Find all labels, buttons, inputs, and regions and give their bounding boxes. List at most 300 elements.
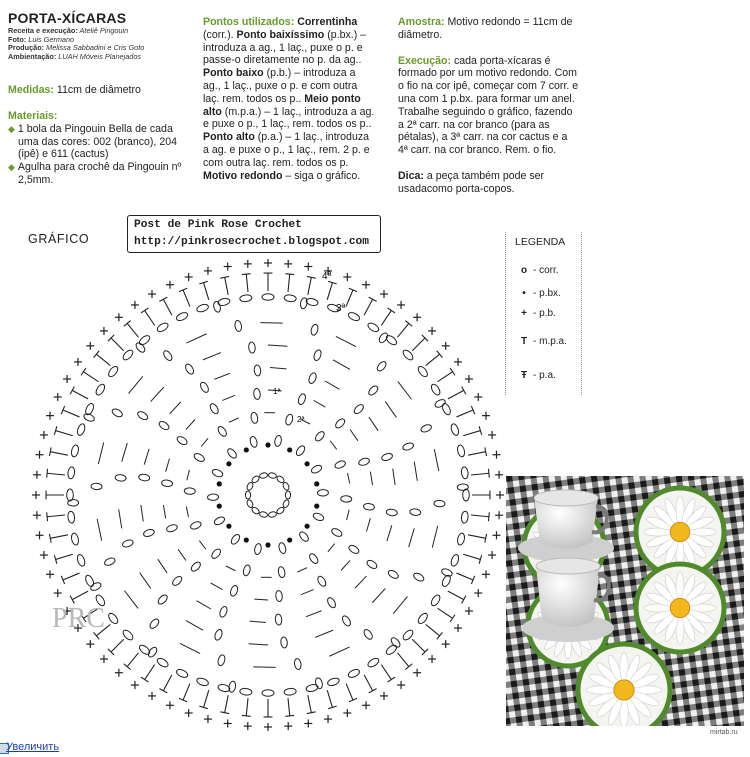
chain-stitch-mark [341,495,352,502]
double-crochet-mark [127,323,138,337]
double-crochet-mark [70,386,74,394]
chain-stitch-mark [456,532,465,545]
chain-stitch-mark [190,560,202,572]
post-title: Post de Pink Rose Crochet [134,219,302,231]
double-crochet-mark [72,591,88,599]
chain-stitch-mark [209,402,220,415]
stitch-mark [222,395,235,400]
chain-stitch-mark [284,688,297,696]
bullet-icon: ◆ [8,123,15,134]
double-crochet-mark [124,321,131,327]
chain-stitch-mark [70,532,79,545]
chain-stitch-mark [213,301,222,313]
credit-value: Ateliê Pingouin [79,26,129,35]
double-crochet-mark [288,698,290,716]
stitch-mark [325,381,339,389]
chain-stitch-mark [312,512,325,522]
stitch-mark [119,509,122,528]
double-crochet-mark [159,297,167,301]
double-crochet-mark [426,624,440,635]
double-crochet-mark [56,431,73,436]
site-watermark: mirtab.ru [710,729,738,736]
double-crochet-mark [437,632,443,639]
pontos-segment: (p.b.) – introduza a ag., 1 laç., puxe o p. e com outra laç. rem. todos os p.. [203,67,358,105]
chain-stitch-mark [76,554,86,568]
double-crochet-mark [141,308,148,313]
double-crochet-mark [327,690,332,707]
chain-stitch-mark [420,423,433,433]
chain-stitch-mark [298,530,310,543]
double-crochet-mark [163,299,171,315]
stitch-mark [398,382,412,400]
chain-stitch-mark [284,294,297,302]
execucao-value: cada porta-xícaras é formado por um motivo redondo. Com o fio na cor ipê, começar com 7 corr. e una com 1 p.bx. para formar um anel. Trabalhe seguindo o gráfico, fazendo a 2ª carr. na cor branco (para as pétalas), a 3ª carr. na cor cactus e a 4ª carr. na cor branco. Rem. o fio. [398,54,579,157]
chain-stitch-mark [285,413,294,425]
double-crochet-mark [388,308,395,313]
stitch-mark [268,345,287,346]
stitch-mark [249,644,268,645]
pontos-segment: (p.bx.) – introduza a ag., 1 laç., puxe o p. e passe-o diretamente no p. da ag.. [203,28,367,67]
double-crochet-mark [72,390,88,398]
chain-stitch-mark [327,677,341,687]
chain-stitch-mark [239,688,252,696]
chain-stitch-mark [234,320,242,332]
chain-stitch-mark [316,575,327,588]
chain-stitch-mark [156,321,170,333]
legend-item-hdc [515,336,567,347]
legend-label: - corr. [533,265,559,276]
chain-stitch-mark [158,420,171,431]
enlarge-link[interactable]: Увеличить [6,741,60,753]
coaster-photo [506,476,744,726]
chain-stitch-mark [402,442,414,452]
chain-stitch-mark [282,499,290,508]
recipe-title: PORTA-XÍCARAS [8,10,127,26]
chain-stitch-mark [430,383,442,397]
chain-stitch-mark [385,643,398,656]
chain-stitch-mark [367,384,379,396]
chain-stitch-mark [242,564,251,576]
stitch-mark [144,449,149,465]
double-crochet-mark [47,515,65,517]
double-crochet-mark [50,452,68,456]
double-crochet-mark [438,608,453,618]
chain-stitch-mark [294,658,302,670]
legend-item-slip [515,288,561,299]
double-crochet-mark [63,573,80,580]
double-crochet-mark [471,473,489,475]
row-label-2: 2ª [297,415,305,424]
double-crochet-mark [127,653,138,667]
chain-stitch-mark [122,539,134,549]
chain-stitch-mark [138,474,150,482]
stitch-mark [409,528,415,547]
chain-stitch-mark [314,430,326,442]
chain-stitch-mark [67,466,75,479]
stitch-mark [214,373,229,379]
chain-stitch-mark [253,388,261,400]
chain-stitch-mark [175,668,189,679]
double-crochet-mark [63,410,80,417]
chain-stitch-mark [94,383,106,397]
chain-stitch-mark [175,311,189,322]
stitch-mark [341,560,350,570]
double-crochet-mark [405,664,412,670]
double-crochet-mark [145,665,155,680]
stitch-mark [414,462,417,481]
row-label-1: 1ª [273,387,281,396]
chain-stitch-mark [147,646,159,659]
pontos-segment: Meio ponto alto [203,92,361,118]
stitch-mark [301,590,314,595]
stitch-mark [199,541,206,550]
chain-stitch-mark [378,331,390,344]
chain-stitch-mark [162,349,174,362]
double-crochet-mark [448,390,464,398]
stitch-mark [306,611,321,617]
pontos-segment: – siga o gráfico. [282,169,361,182]
chain-stitch-mark [216,425,228,438]
chain-stitch-mark [239,294,252,302]
execucao-section [398,55,580,157]
chain-stitch-mark [386,509,398,517]
stitch-mark [350,429,358,440]
chain-stitch-mark [259,472,268,479]
pontos-segment: Ponto baixíssimo [236,28,325,41]
legend-label: - p.b. [533,308,556,319]
double-crochet-mark [47,469,48,478]
chain-stitch-mark [441,567,454,577]
double-crochet-mark [50,535,68,539]
slip-stitch-mark [287,447,292,452]
stitch-mark [369,417,378,431]
chain-stitch-mark [171,575,183,587]
double-crochet-mark [364,299,372,315]
chain-stitch-mark [83,412,96,422]
chain-stitch-mark [347,668,361,679]
chain-stitch-mark [341,615,352,628]
stitch-mark [187,470,190,480]
credit-value: Melissa Sabbadini e Cris Goto [46,43,145,53]
stitch-mark [98,442,103,464]
chain-stitch-mark [363,503,375,511]
double-crochet-mark [145,310,155,325]
double-crochet-mark [346,683,353,700]
chain-stitch-mark [362,628,374,641]
chain-stitch-mark [268,511,277,518]
chain-stitch-mark [76,423,86,437]
double-crochet-mark [204,283,209,300]
materiais-label: Materiais: [8,110,58,122]
double-crochet-mark [83,372,98,382]
slip-stitch-mark [314,504,319,509]
chain-stitch-mark [275,590,283,602]
double-crochet-mark [124,664,131,670]
double-crochet-mark [426,354,440,365]
chain-stitch-mark [67,489,74,501]
double-crochet-mark [462,596,466,604]
chain-stitch-mark [461,466,469,479]
chain-stitch-mark [376,360,388,372]
chain-stitch-mark [211,468,224,478]
stitch-mark [315,630,333,637]
chain-stitch-mark [434,500,445,507]
double-crochet-mark [448,591,464,599]
pontos-segment: Ponto baixo [203,67,264,80]
stitch-mark [328,544,335,552]
chain-stitch-mark [450,554,460,568]
double-crochet-mark [204,690,209,707]
slip-stitch-mark [287,537,292,542]
daisy-center [670,522,689,541]
pontos-segment: (p.a.) – 1 laç., introduza a ag. e puxe o p., 1 laç., rem. 2 p. e com outra laç. rem. todos os p. [203,131,370,169]
double-crochet-mark [159,689,167,693]
chain-stitch-mark [184,488,195,495]
chain-stitch-mark [463,489,470,501]
double-crochet-mark [346,290,353,307]
stitch-mark [355,576,366,588]
watermark-text: PRC [52,603,105,634]
chain-stitch-mark [245,491,250,499]
medidas-section [8,84,141,97]
credit-label: Produção: [8,43,45,53]
chain-stitch-mark [456,444,465,457]
stitch-mark [336,336,356,346]
chain-stitch-mark [310,324,319,336]
legend-title: LEGENDA [515,236,566,248]
chain-stitch-mark [111,407,124,418]
legend-item-chain [515,265,559,276]
double-crochet-mark [285,715,294,716]
stitch-mark [366,518,370,531]
double-crochet-mark [47,473,65,475]
chain-stitch-mark [213,515,226,526]
double-crochet-mark [488,512,489,521]
chain-stitch-mark [107,612,120,625]
stitch-mark [297,568,307,572]
materiais-section [8,110,190,187]
chain-stitch-mark [161,479,173,487]
double-crochet-mark [450,368,455,375]
double-crochet-mark [288,274,290,292]
legend-label: - p.a. [533,370,556,381]
double-crochet-mark [381,665,391,680]
chain-stitch-mark [308,552,320,565]
chain-stitch-mark [138,643,151,656]
stitch-mark [370,472,372,485]
slip-stitch-mark [244,447,249,452]
double-crochet-mark [456,410,473,417]
daisy-center [670,598,689,617]
stitch-mark [140,573,151,589]
double-crochet-mark [111,338,124,351]
chain-stitch-mark [262,690,274,697]
double-crochet-mark [369,689,377,693]
chain-stitch-mark [416,365,429,378]
chain-stitch-mark [366,559,379,570]
chain-stitch-mark [334,417,346,429]
double-crochet-mark [369,297,377,301]
double-crochet-mark [183,290,190,307]
stitch-mark [186,419,195,429]
amostra-label: Amostra: [398,16,445,28]
double-crochet-mark [412,639,425,652]
chain-stitch-mark [115,474,127,482]
chain-stitch-mark [70,444,79,457]
chain-stitch-mark [390,636,402,649]
chain-stitch-mark [254,365,261,377]
credit-value: LUAH Móveis Planejados [58,51,142,61]
half-double-crochet-icon: T [520,336,528,347]
chain-stitch-mark [249,436,258,448]
chain-stitch-mark [280,637,288,649]
double-crochet-mark [225,277,229,295]
legend-item-dc [515,370,556,381]
stitch-mark [434,449,439,471]
chain-stitch-mark [193,452,206,463]
chain-stitch-mark [217,654,226,666]
stitch-mark [170,402,181,414]
chain-stitch-mark [166,523,178,533]
double-crochet-mark [285,274,294,275]
chain-stitch-mark [190,520,203,530]
stitch-mark [166,459,170,472]
dica-value: a peça também pode ser usadacomo porta-copos. [398,169,545,195]
slip-stitch-mark [304,524,309,529]
chain-stitch-mark [207,494,218,501]
double-crochet-mark [462,386,466,394]
double-crochet-mark [141,677,148,682]
double-crochet-mark [388,677,395,682]
pontos-segment: (corr.). [203,28,237,41]
pontos-section [203,16,375,182]
legend-label: - p.bx. [533,288,561,299]
stitch-mark [201,438,208,446]
chain-stitch-mark [254,543,262,555]
chain-stitch-mark [330,527,343,538]
chain-stitch-mark [381,452,393,461]
chain-stitch-mark [143,528,155,537]
single-crochet-icon: + [521,308,527,319]
chain-stitch-mark [367,657,381,669]
amostra-value: Motivo redondo = 11cm de diâmetro. [398,16,573,41]
chain-stitch-mark [199,381,210,394]
chain-stitch-mark [219,606,229,619]
stitch-mark [229,418,239,422]
double-crochet-mark [183,683,190,700]
chain-stitch-mark [326,596,337,609]
double-crochet-mark [225,695,229,713]
legend-label: - m.p.a. [533,336,567,347]
chain-stitch-icon: o [520,265,528,276]
pontos-segment: (m.p.a.) – 1 laç., introduza a ag. e puxe o p., 1 laç., rem. todos os p.. [203,105,375,131]
chain-stitch-mark [176,435,189,446]
double-crochet-mark [111,639,124,652]
chain-stitch-mark [278,542,287,554]
double-crochet-mark [450,615,455,622]
chain-stitch-mark [214,629,224,642]
chain-stitch-mark [461,511,469,524]
chain-stitch-mark [412,572,425,583]
double-crochet-mark [397,323,408,337]
pontos-segment: Ponto alto [203,131,255,144]
chain-stitch-mark [385,334,398,347]
chain-stitch-mark [282,482,290,491]
chain-stitch-mark [156,657,170,669]
chain-stitch-mark [348,544,361,555]
chain-stitch-mark [347,311,361,322]
stitch-mark [186,334,206,343]
slip-stitch-mark [265,542,270,547]
pontos-label: Pontos utilizados: [203,16,295,28]
chain-stitch-mark [196,303,210,313]
double-crochet-mark [242,715,251,716]
chain-stitch-mark [314,677,323,689]
chain-stitch-mark [387,569,400,580]
chain-stitch-mark [275,614,282,626]
double-crochet-mark [364,675,372,691]
bullet-icon: ◆ [8,162,15,173]
credit-label: Foto: [8,34,27,44]
chain-stitch-mark [230,533,242,546]
chain-stitch-mark [157,593,169,605]
chain-stitch-mark [248,342,256,354]
grafico-heading: GRÁFICO [28,232,90,246]
post-url: http://pinkrosecrochet.blogspot.com [134,236,369,248]
double-crochet-mark [56,554,73,559]
stitch-mark [197,601,211,609]
slip-stitch-mark [304,461,309,466]
stitch-mark [124,591,138,609]
double-crochet-mark [397,653,408,667]
double-crochet-mark [246,274,248,292]
double-crochet-mark [47,512,48,521]
chain-stitch-mark [196,677,210,687]
chain-stitch-mark [297,393,307,406]
dica-section [398,170,580,196]
stitch-mark [329,647,349,656]
chain-stitch-mark [285,491,290,499]
chain-stitch-mark [84,574,95,588]
stitch-mark [180,643,200,653]
double-crochet-mark [471,515,489,517]
chain-stitch-mark [210,547,222,559]
chain-stitch-mark [217,297,230,306]
stitch-mark [432,526,437,548]
double-crochet-mark [437,351,443,358]
stitch-mark [226,566,236,571]
chain-stitch-mark [441,402,452,416]
chain-stitch-mark [262,294,274,301]
chain-stitch-mark [246,499,254,508]
stitch-mark [372,588,385,602]
stitch-mark [347,510,350,520]
slip-stitch-icon: • [522,288,526,299]
chain-stitch-mark [317,489,328,496]
chain-stitch-mark [308,372,318,385]
stitch-mark [385,401,396,417]
materiais-item: Agulha para crochê da Pingouin nº 2,5mm. [17,161,182,186]
chain-stitch-mark [184,363,195,376]
credits-block [8,27,144,61]
slip-stitch-mark [265,442,270,447]
chain-stitch-mark [226,447,238,460]
double-crochet-mark [327,283,332,300]
stitch-mark [270,368,287,369]
stitch-mark [211,583,223,590]
chain-stitch-mark [84,402,95,416]
chain-stitch-mark [107,365,120,378]
